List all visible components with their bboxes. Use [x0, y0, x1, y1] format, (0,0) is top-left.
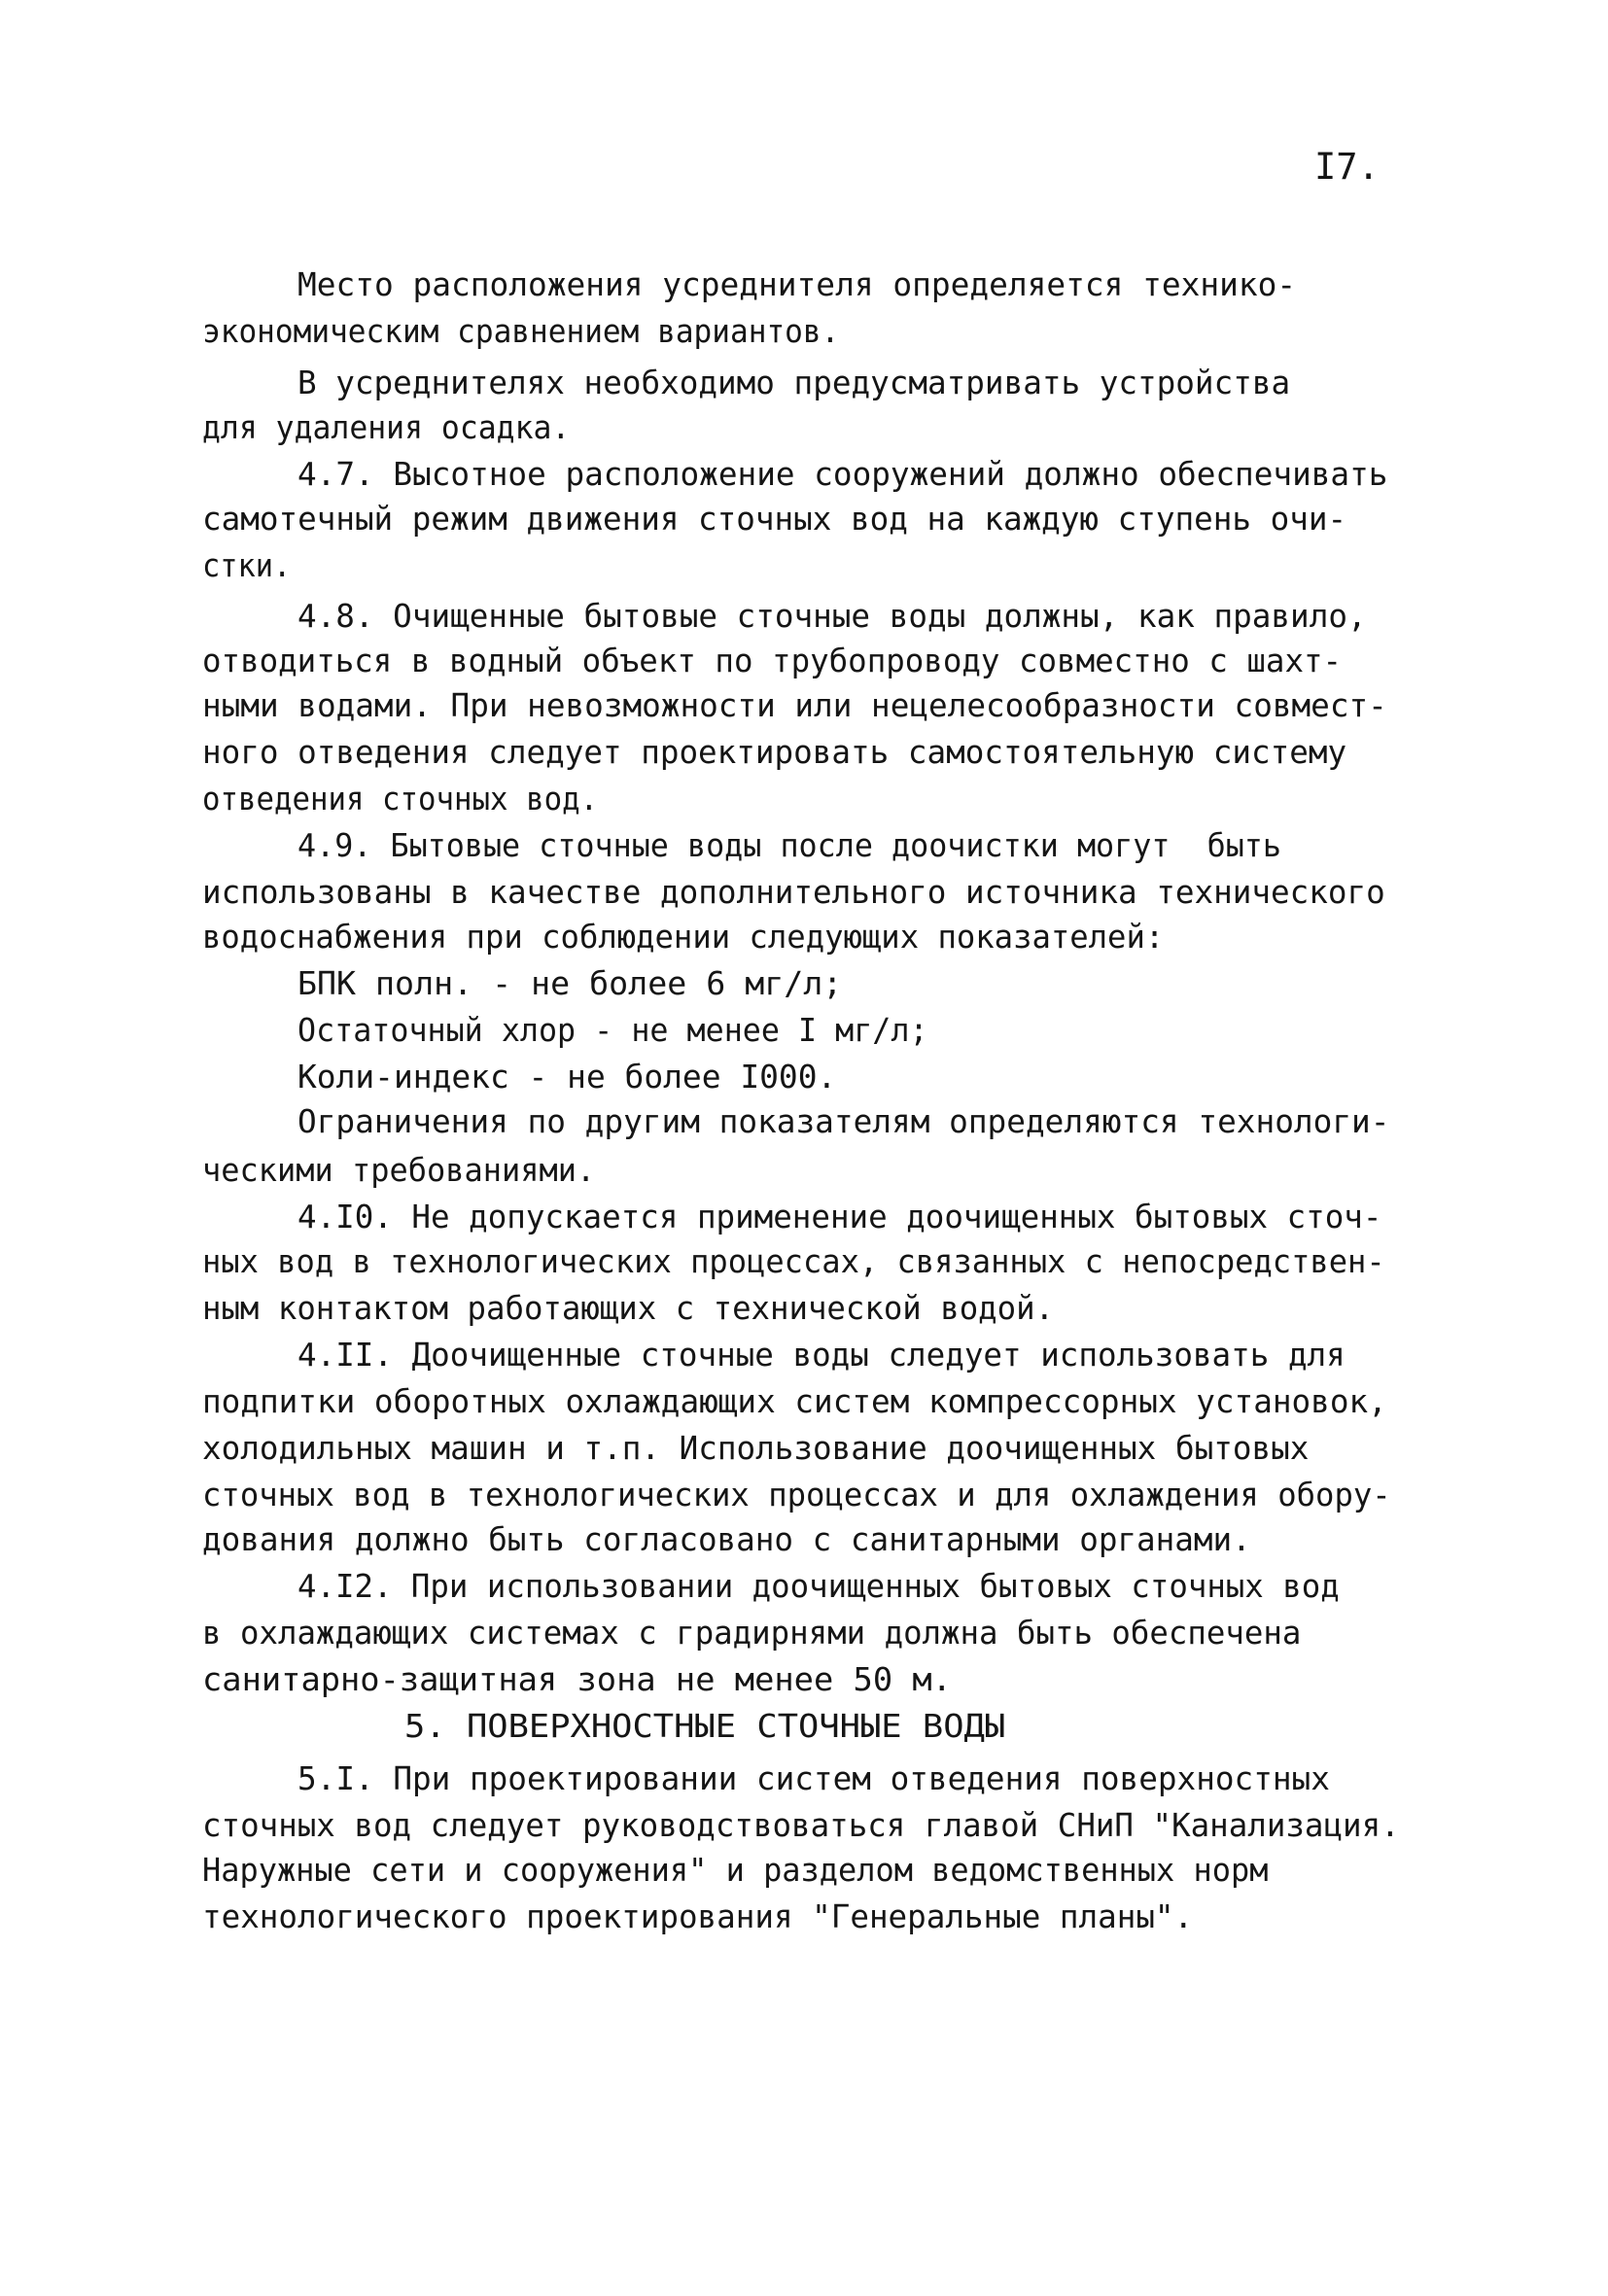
text-line: отводиться в водный объект по трубопроводу совместно с шахт-: [202, 642, 1343, 679]
text-line: ными водами. При невозможности или нецелесообразности совмест-: [202, 686, 1387, 724]
text-line: в охлаждающих системах с градирнями должна быть обеспечена: [202, 1614, 1302, 1652]
text-line: ческими требованиями.: [202, 1151, 596, 1189]
text-line: стки.: [202, 546, 292, 584]
page-number: I7.: [1314, 146, 1380, 188]
text-line: экономическим сравнением вариантов.: [202, 312, 840, 350]
text-line: Ограничения по другим показателям определяются технологи-: [297, 1102, 1390, 1140]
text-line: 4.9. Бытовые сточные воды после доочистки могут быть: [297, 826, 1281, 864]
text-line: ных вод в технологических процессах, связанных с непосредствен-: [202, 1242, 1385, 1280]
text-line: Остаточный хлор - не менее I мг/л;: [297, 1011, 928, 1049]
text-line: холодильных машин и т.п. Использование доочищенных бытовых: [202, 1429, 1310, 1467]
text-line: 4.I0. Не допускается применение доочищенных бытовых сточ-: [297, 1198, 1382, 1235]
text-line: 4.II. Доочищенные сточные воды следует использовать для: [297, 1336, 1346, 1374]
text-line: отведения сточных вод.: [202, 780, 599, 818]
text-line: Место расположения усреднителя определяется технико-: [297, 265, 1297, 303]
text-line: Наружные сети и сооружения" и разделом ведомственных норм: [202, 1851, 1269, 1889]
text-line: для удаления осадка.: [202, 408, 571, 446]
text-line: 5.I. При проектировании систем отведения поверхностных: [297, 1759, 1330, 1797]
text-line: дования должно быть согласовано с санитарными органами.: [202, 1520, 1251, 1558]
text-line: санитарно-защитная зона не менее 50 м.: [202, 1660, 952, 1698]
text-line: В усреднителях необходимо предусматривать устройства: [297, 364, 1291, 401]
text-line: 5. ПОВЕРХНОСТНЫЕ СТОЧНЫЕ ВОДЫ: [404, 1707, 1006, 1745]
text-line: БПК полн. - не более 6 мг/л;: [297, 964, 843, 1002]
text-line: 4.I2. При использовании доочищенных бытовых сточных вод: [297, 1567, 1340, 1605]
text-line: 4.8. Очищенные бытовые сточные воды должны, как правило,: [297, 597, 1367, 635]
text-line: сточных вод следует руководствоваться главой СНиП "Канализация.: [202, 1806, 1400, 1844]
text-line: водоснабжения при соблюдении следующих показателей:: [202, 918, 1165, 956]
text-line: Коли-индекс - не более I000.: [297, 1058, 837, 1096]
text-line: самотечный режим движения сточных вод на каждую ступень очи-: [202, 500, 1347, 538]
text-line: технологического проектирования "Генеральные планы".: [202, 1897, 1194, 1935]
text-line: ного отведения следует проектировать самостоятельную систему: [202, 733, 1347, 771]
text-line: подпитки оборотных охлаждающих систем компрессорных установок,: [202, 1382, 1387, 1420]
text-line: сточных вод в технологических процессах и для охлаждения обору-: [202, 1476, 1391, 1513]
text-line: ным контактом работающих с технической водой.: [202, 1289, 1055, 1327]
text-line: использованы в качестве дополнительного источника технического: [202, 873, 1385, 911]
text-line: 4.7. Высотное расположение сооружений должно обеспечивать: [297, 455, 1388, 493]
